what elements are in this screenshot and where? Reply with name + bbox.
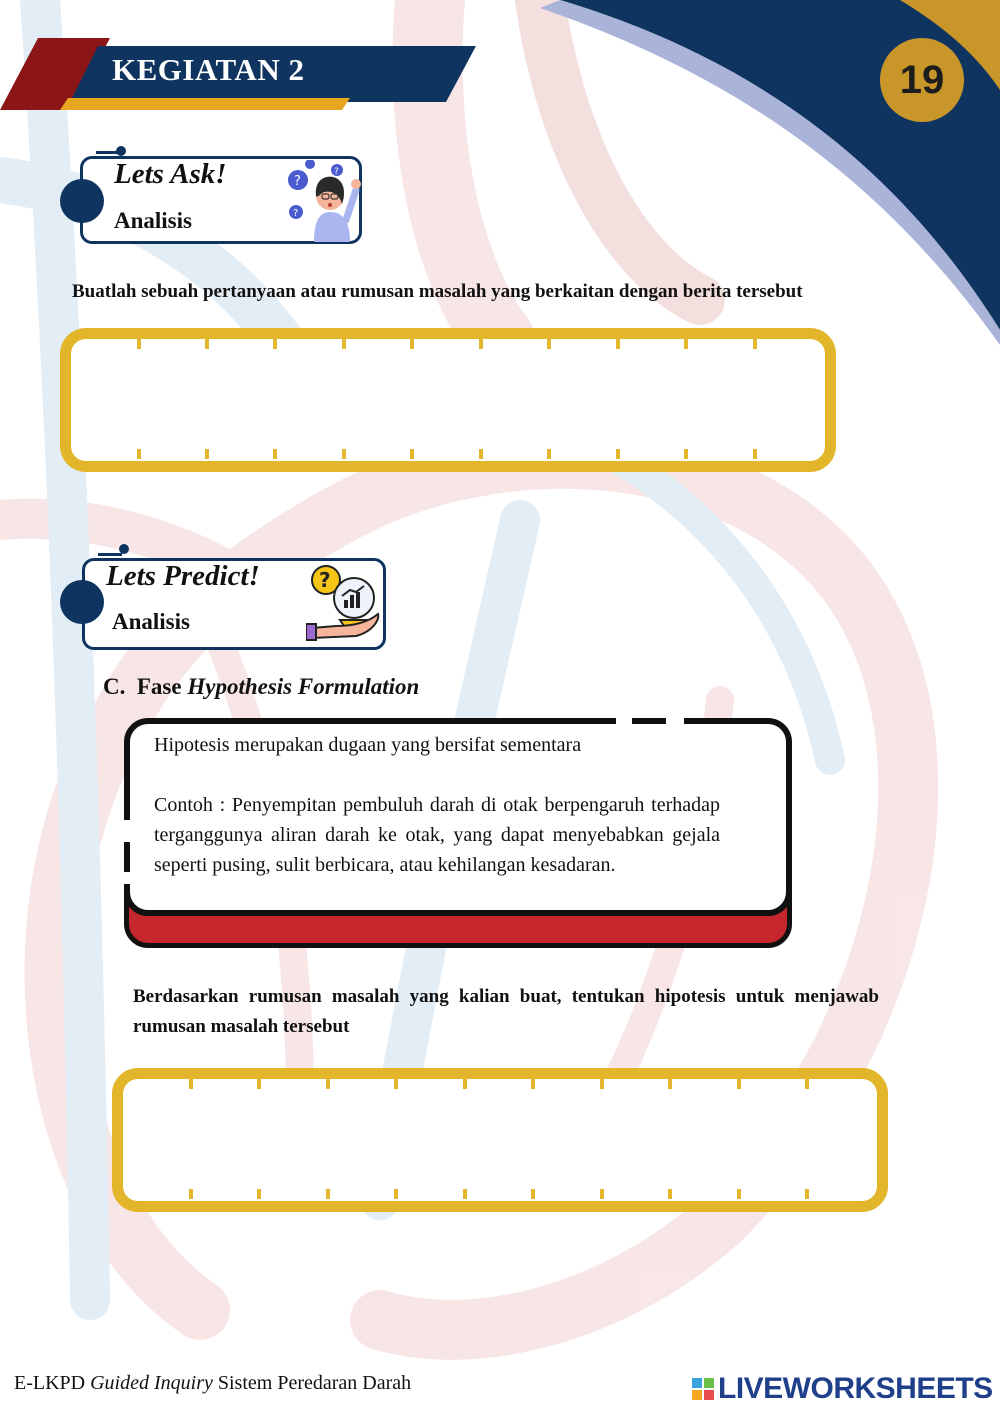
section-label-lets-ask	[60, 140, 370, 250]
svg-text:?: ?	[334, 167, 339, 177]
svg-text:?: ?	[294, 174, 301, 189]
hypothesis-example: Contoh : Penyempitan pembuluh darah di otak berpengaruh terhadap terganggunya aliran darah ke otak, yang dapat menyebabkan gejala seperti pusing, sulit berbicara, atau kehilangan kesadaran.	[154, 794, 720, 876]
activity-title: KEGIATAN 2	[112, 52, 305, 87]
hypothesis-answer-box[interactable]	[112, 1068, 888, 1212]
svg-text:?: ?	[319, 568, 331, 592]
section-subtitle: Analisis	[114, 208, 192, 233]
section-label-lets-predict	[60, 540, 390, 652]
liveworksheets-logo[interactable]	[692, 1372, 993, 1406]
section-title: Lets Ask!	[114, 158, 227, 190]
section-subtitle: Analisis	[112, 609, 190, 634]
question-answer-box[interactable]	[60, 328, 836, 472]
footer-italic: Guided Inquiry	[90, 1372, 213, 1394]
hand-crystal-ball-icon	[306, 562, 382, 642]
footer-caption	[14, 1372, 411, 1395]
phase-name: Hypothesis Formulation	[187, 674, 420, 699]
student-question-icon	[284, 160, 364, 242]
hypothesis-definition: Hipotesis merupakan dugaan yang bersifat sementara	[154, 734, 582, 756]
footer-prefix: E-LKPD	[14, 1372, 86, 1394]
instruction-question: Buatlah sebuah pertanyaan atau rumusan masalah yang berkaitan dengan berita tersebut	[72, 281, 803, 302]
liveworksheets-logo-text: LIVEWORKSHEETS	[718, 1372, 993, 1405]
page-number-badge: 19	[880, 38, 964, 122]
phase-prefix: Fase	[136, 674, 182, 699]
footer-suffix: Sistem Peredaran Darah	[217, 1372, 412, 1394]
instruction-hypothesis: Berdasarkan rumusan masalah yang kalian buat, tentukan hipotesis untuk menjawab rumusan masalah tersebut	[133, 986, 879, 1037]
section-title: Lets Predict!	[106, 560, 260, 592]
phase-heading	[103, 674, 419, 700]
svg-text:?: ?	[293, 208, 299, 219]
note-text	[154, 730, 720, 880]
liveworksheets-grid-icon	[692, 1378, 714, 1400]
phase-letter: C.	[103, 674, 126, 699]
banner-gold-stripe	[60, 98, 350, 110]
